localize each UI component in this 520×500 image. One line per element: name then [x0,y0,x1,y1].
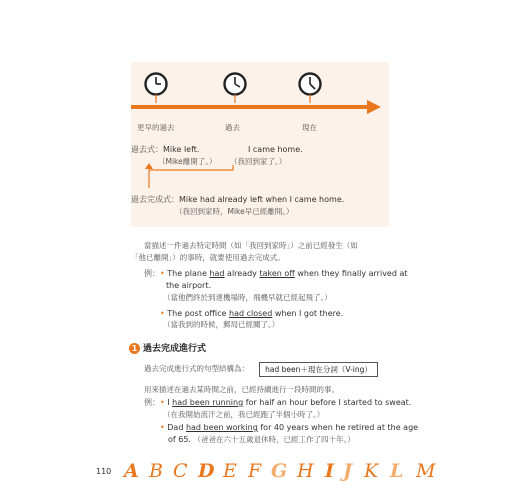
intro-line-2: 「他已離開」）的事時，就要使用過去完成式。 [131,253,285,262]
past-perfect-line [131,194,344,206]
section-number-badge: 1 [129,343,140,354]
text-fragment: The post office [167,309,229,318]
index-letter: B [149,460,163,482]
index-letter: E [223,460,237,482]
past-sentence-1: Mike left. [163,145,200,154]
past-perfect-translation: （我回到家時，Mike早已經離開。） [175,207,294,216]
past-translation-2: （我回到家了。） [230,157,287,166]
text-fragment: Dad [167,423,186,432]
text-fragment: The plane [167,269,210,278]
text-fragment: I [167,398,173,407]
example-4-line-2 [168,434,355,446]
bullet-icon: • [160,423,165,432]
clock-icon [300,74,321,104]
formula-box: had been＋現在分詞（V-ing） [259,362,378,377]
index-letter: A [124,460,139,482]
section-title: 過去完成進行式 [143,344,207,354]
index-letter: G [271,460,288,482]
index-letter: I [325,460,334,482]
text-fragment: already [224,269,260,278]
past-prefix: 過去式： [131,145,163,154]
underlined-verb: taken off [259,269,295,278]
label-now: 現在 [302,123,317,132]
example-3-line [144,397,411,409]
index-letter: L [390,460,404,482]
text-fragment: when I got there. [272,309,344,318]
index-letter: F [248,460,262,482]
past-perfect-sentence: Mike had already left when I came home. [179,195,345,204]
bullet-icon: • [160,398,165,407]
bullet-icon: • [160,309,165,318]
past-translation-1: （Mike離開了。） [158,157,217,166]
example-4-translation: （爸爸在六十五歲退休時，已經工作了四十年。） [193,435,355,444]
underlined-verb: had closed [229,309,273,318]
example-2-translation: （當我到的時候，郵局已經關了。） [163,320,280,329]
underlined-verb: had [209,269,225,278]
index-letter: C [173,460,188,482]
index-letter: D [198,460,215,482]
clock-icon [146,74,167,104]
index-letter: J [343,460,352,482]
text-fragment: for half an hour before I started to sweat. [243,398,412,407]
underlined-verb: had been running [172,398,244,407]
underlined-verb: had been working [185,423,258,432]
example-1-translation: （當他們終於到達機場時，飛機早就已經起飛了。） [163,293,332,302]
text-fragment: when they finally arrived at [294,269,408,278]
example-4-line-1 [160,422,418,434]
example-3-translation: （在我開始流汗之前，我已經跑了半個小時了。） [163,410,325,419]
example-label: 例： [144,269,160,278]
clock-icon [225,74,246,104]
past-sentence-2: I came home. [248,145,303,154]
index-letter: K [364,460,379,482]
past-example-line [131,144,199,156]
example-label: 例： [144,398,160,407]
page-number: 110 [96,467,112,476]
label-past: 過去 [225,123,240,132]
past-perfect-prefix: 過去完成式： [131,195,179,204]
example-1-line-1 [144,268,408,280]
example-1-line-2: the airport. [166,281,212,290]
index-letter: H [297,460,314,482]
arrow-right-icon [131,100,381,114]
intro-line-1: 當描述一件過去特定時間（如「我回到家時」）之前已經發生（如 [144,241,358,250]
usage-text: 用來描述在過去某時間之前，已經持續進行一段時間的事。 [144,385,339,394]
text-fragment: of 65. [168,435,191,444]
text-fragment: for 40 years when he retired at the age [257,423,419,432]
structure-label: 過去完成進行式的句型結構為： [144,364,249,373]
label-earlier-past: 更早的過去 [137,123,175,132]
bullet-icon: • [160,269,165,278]
index-letter: M [416,460,436,482]
